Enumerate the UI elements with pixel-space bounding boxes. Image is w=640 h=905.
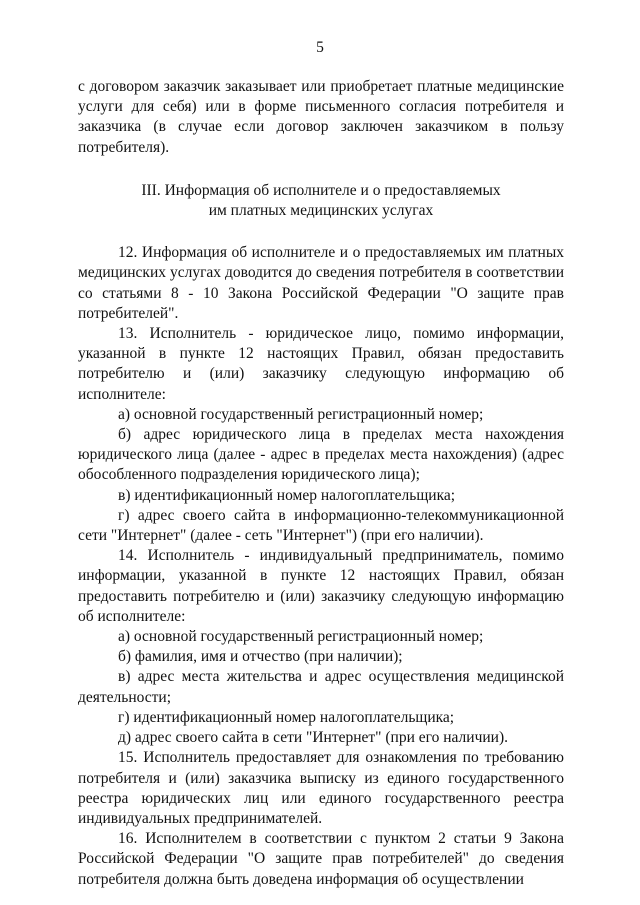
paragraph-13-item-a: а) основной государственный регистрационный номер;	[118, 405, 484, 423]
paragraph-14-item-d: д) адрес своего сайта в сети "Интернет" (при его наличии).	[118, 729, 508, 747]
page-number: 5	[316, 39, 324, 56]
section-heading-line-1: III. Информация об исполнителе и о предоставляемых	[141, 181, 501, 199]
paragraph-16: 16. Исполнителем в соответствии с пунктом 2 статьи 9 Закона Российской Федерации "О защите прав потребителей" до сведения потребителя должна быть доведена информация об осуществлении	[78, 830, 564, 888]
paragraph-13-item-b: б) адрес юридического лица в пределах места нахождения юридического лица (далее - адрес в пределах места нахождения) (адрес обособленного подразделения юридического лица);	[78, 426, 564, 484]
document-body	[78, 77, 564, 890]
paragraph-14: 14. Исполнитель - индивидуальный предприниматель, помимо информации, указанной в пункте 12 настоящих Правил, обязан предоставить потребителю и (или) заказчику следующую информацию об исполнителе:	[78, 547, 564, 625]
paragraph-14-item-a: а) основной государственный регистрационный номер;	[118, 628, 484, 646]
paragraph-13: 13. Исполнитель - юридическое лицо, помимо информации, указанной в пункте 12 настоящих Правил, обязан предоставить потребителю и (или) заказчику следующую информацию об исполнителе:	[78, 325, 564, 403]
paragraph-14-item-v: в) адрес места жительства и адрес осуществления медицинской деятельности;	[78, 668, 564, 706]
paragraph-15: 15. Исполнитель предоставляет для ознакомления по требованию потребителя и (или) заказчика выписку из единого государственного реестра юридических лиц или единого государственного реестра индивидуальных предпринимателей.	[78, 749, 564, 827]
paragraph-13-item-v: в) идентификационный номер налогоплательщика;	[118, 486, 456, 504]
paragraph-12: 12. Информация об исполнителе и о предоставляемых им платных медицинских услугах доводится до сведения потребителя в соответствии со статьями 8 - 10 Закона Российской Федерации "О защите прав потребителей".	[78, 244, 564, 322]
section-heading-line-2: им платных медицинских услугах	[208, 202, 434, 220]
intro-paragraph: с договором заказчик заказывает или приобретает платные медицинские услуги для себя) или в форме письменного согласия потребителя и заказчика (в случае если договор заключен заказчиком в пользу потребителя).	[78, 78, 564, 156]
paragraph-14-item-g: г) идентификационный номер налогоплательщика;	[118, 708, 455, 726]
section-heading	[78, 181, 564, 221]
paragraph-14-item-b: б) фамилия, имя и отчество (при наличии);	[118, 648, 403, 666]
paragraph-13-item-g: г) адрес своего сайта в информационно-телекоммуникационной сети "Интернет" (далее - сеть "Интернет") (при его наличии).	[78, 506, 564, 545]
